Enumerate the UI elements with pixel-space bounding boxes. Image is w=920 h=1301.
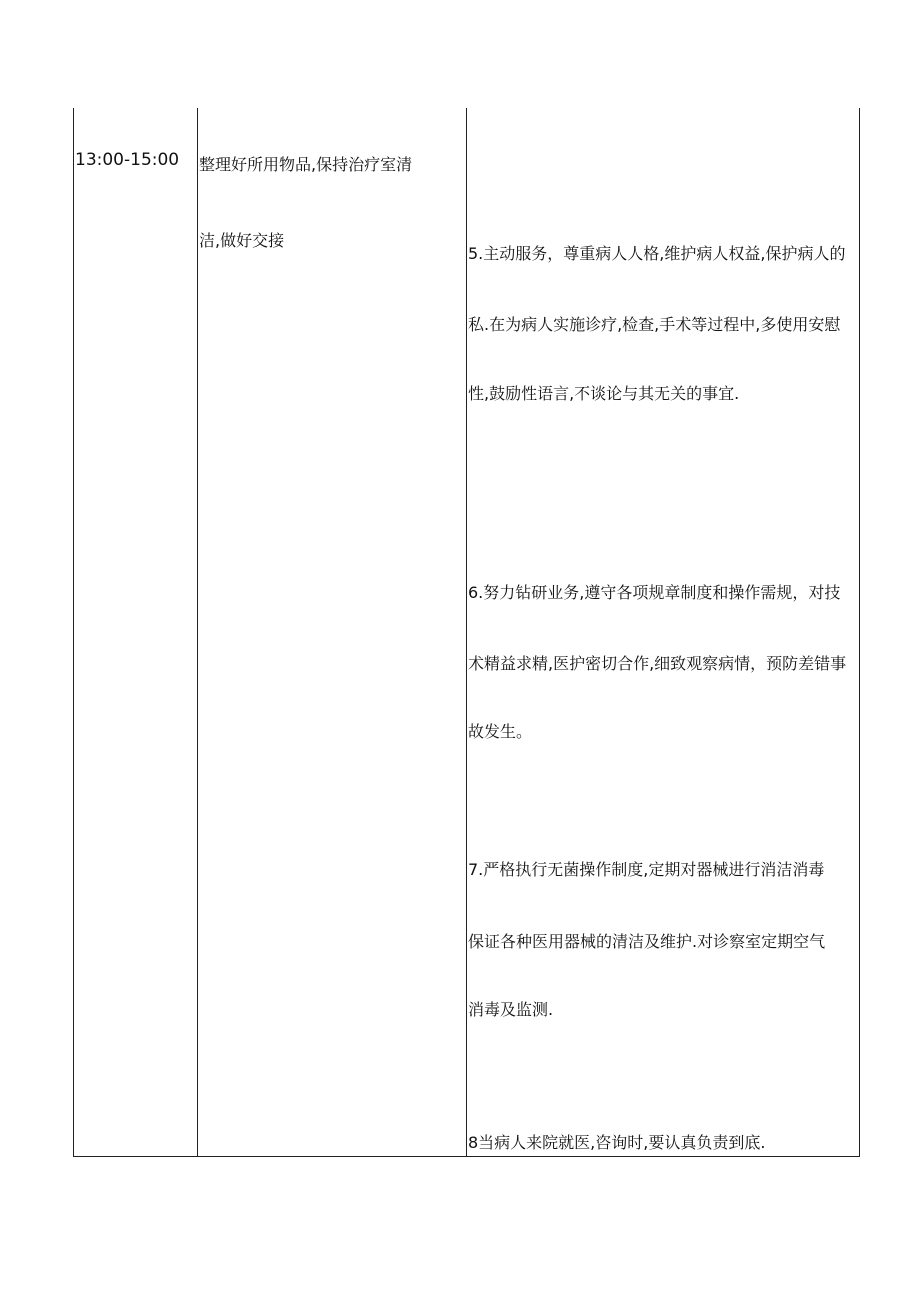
requirement-7-line-1: 7.严格执行无菌操作制度,定期对器械进行消洁消毒 [468,860,825,879]
requirement-8-line-1: 8当病人来院就医,咨询时,要认真负责到底. [468,1133,766,1152]
requirement-7-line-2: 保证各种医用器械的清洁及维护.对诊察室定期空气 [468,932,826,951]
requirement-5-line-3: 性,鼓励性语言,不谈论与其无关的事宜. [468,384,740,403]
requirement-6-line-3: 故发生。 [468,722,533,741]
table-border-right [859,108,860,1157]
table-border-bottom [73,1156,860,1157]
requirement-6-line-2: 术精益求精,医护密切合作,细致观察病情，预防差错事 [468,654,847,673]
time-cell: 13:00-15:00 [75,150,180,170]
table-divider-time-task [197,108,198,1157]
table-border-left [73,108,74,1157]
requirement-5-line-2: 私.在为病人实施诊疗,检查,手术等过程中,多使用安慰 [468,315,841,334]
requirement-6-line-1: 6.努力钻研业务,遵守各项规章制度和操作需规，对技 [468,583,841,602]
table-divider-task-requirements [466,108,467,1157]
task-line-2: 洁,做好交接 [199,231,285,250]
requirement-7-line-3: 消毒及监测. [468,1000,554,1019]
requirement-5-line-1: 5.主动服务，尊重病人人格,维护病人权益,保护病人的 [468,244,846,263]
task-line-1: 整理好所用物品,保持治疗室清 [199,155,413,174]
